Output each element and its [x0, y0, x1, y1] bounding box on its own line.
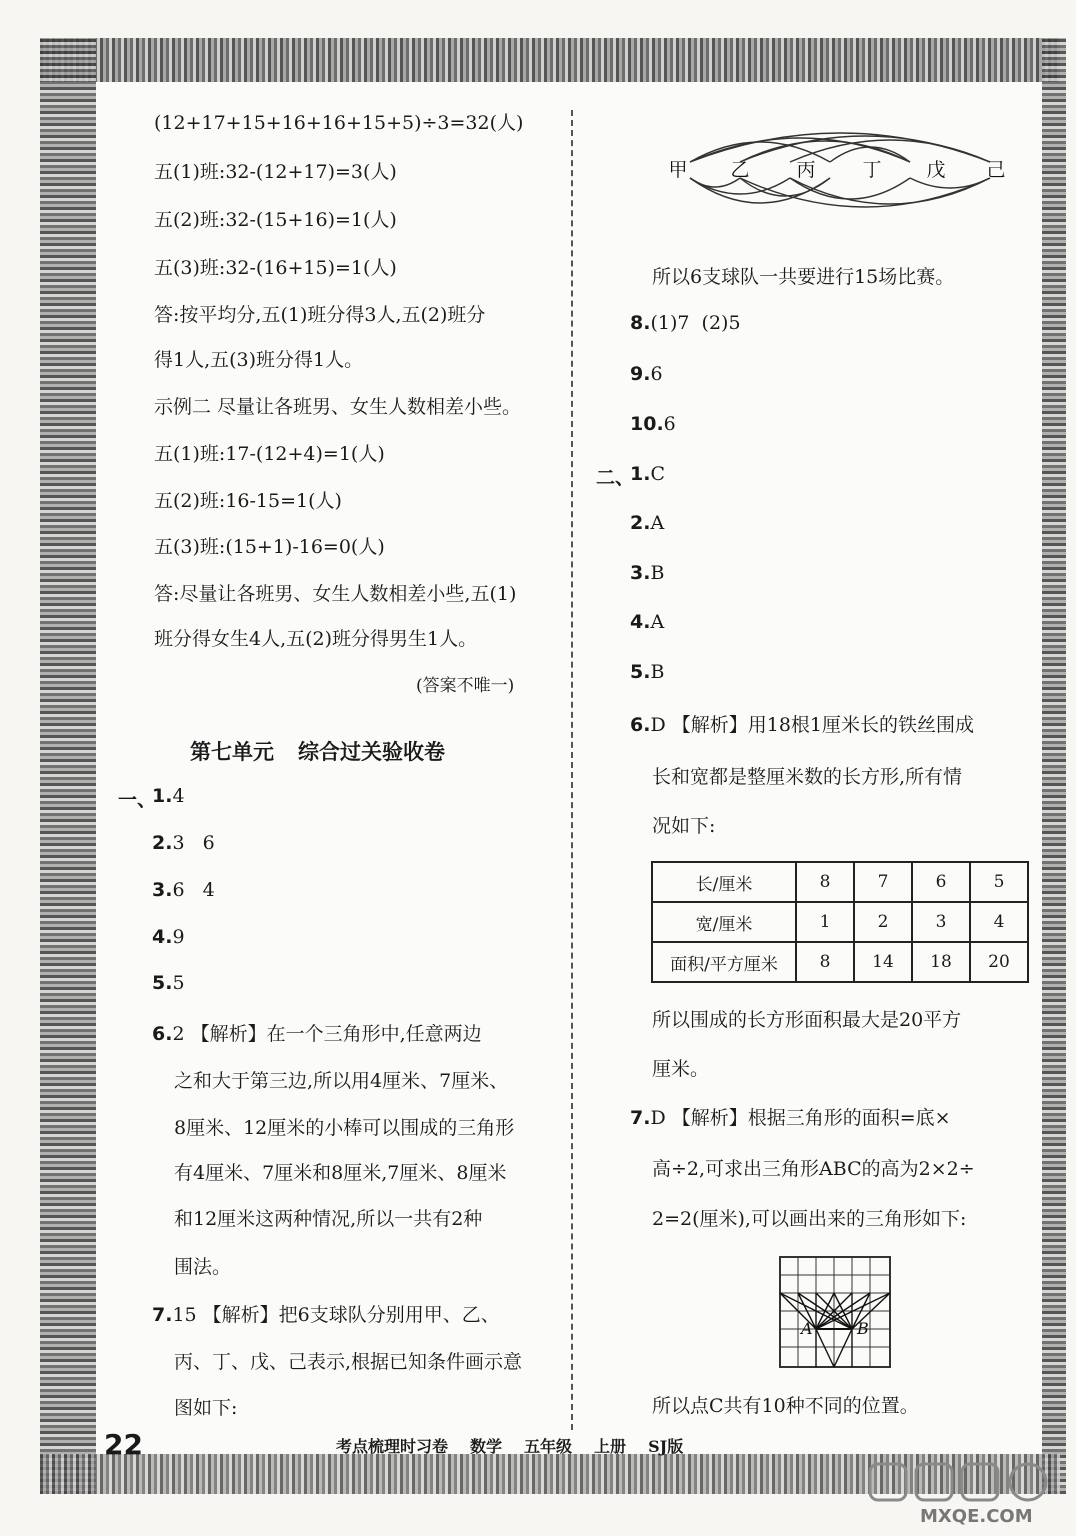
list-item — [630, 661, 664, 683]
table-cell: 7 — [854, 862, 912, 902]
team-label: 丁 — [862, 159, 882, 181]
text-line: 答:尽量让各班男、女生人数相差小些,五(1) — [154, 583, 517, 605]
table-cell: 20 — [970, 942, 1028, 982]
item-number: 3. — [630, 562, 651, 584]
text-line: 图如下: — [174, 1397, 238, 1419]
item-number: 4. — [152, 926, 173, 948]
text-line: 有4厘米、7厘米和8厘米,7厘米、8厘米 — [174, 1162, 507, 1184]
table-row — [652, 902, 1028, 942]
item-answer: A — [650, 512, 665, 534]
book-volume: 上册 — [594, 1437, 627, 1456]
team-label: 戊 — [926, 159, 946, 181]
row-header: 长/厘米 — [652, 862, 796, 902]
text-line: 五(1)班:17-(12+4)=1(人) — [154, 443, 385, 465]
text-line: (12+17+15+16+16+15+5)÷3=32(人) — [154, 112, 524, 134]
text-line: 得1人,五(3)班分得1人。 — [154, 349, 364, 371]
item-number: 8. — [630, 312, 651, 334]
list-item — [152, 879, 215, 901]
table-cell: 8 — [796, 862, 854, 902]
text-line: 五(2)班:16-15=1(人) — [154, 490, 342, 512]
section-unit: 第七单元 — [190, 740, 274, 764]
item-answer: 9 — [172, 926, 185, 948]
text-line: 示例二 尽量让各班男、女生人数相差小些。 — [154, 396, 522, 418]
text-line: 之和大于第三边,所以用4厘米、7厘米、 — [174, 1070, 509, 1092]
item-number: 10. — [630, 413, 664, 435]
list-item — [630, 512, 664, 534]
item-answer: 5 — [172, 972, 185, 994]
text-line: 答:按平均分,五(1)班分得3人,五(2)班分 — [154, 304, 486, 326]
item-number: 1. — [152, 785, 173, 807]
table-cell: 14 — [854, 942, 912, 982]
table-cell: 4 — [970, 902, 1028, 942]
row-header: 宽/厘米 — [652, 902, 796, 942]
list-item — [630, 1103, 951, 1130]
page-border-right — [1042, 38, 1066, 1494]
book-title: 考点梳理时习卷 — [336, 1437, 449, 1456]
text-line: 班分得女生4人,五(2)班分得男生1人。 — [154, 628, 478, 650]
list-item — [630, 312, 741, 334]
item-number: 5. — [630, 661, 651, 683]
list-item — [152, 926, 185, 948]
answer-note: (答案不唯一) — [416, 676, 515, 696]
item-answer: B — [650, 661, 665, 683]
text-line: 8厘米、12厘米的小棒可以围成的三角形 — [174, 1117, 515, 1139]
text-line: 所以6支球队一共要进行15场比赛。 — [652, 266, 955, 288]
item-number: 6. — [152, 1023, 173, 1045]
part-label: 一、 — [118, 789, 157, 811]
triangle-grid-figure — [779, 1256, 891, 1368]
item-answer: 15 【解析】把6支球队分别用甲、乙、 — [172, 1304, 500, 1326]
watermark-url: MXQE.COM — [920, 1506, 1033, 1527]
item-number: 3. — [152, 879, 173, 901]
text-line: 五(3)班:32-(16+15)=1(人) — [154, 257, 397, 279]
text-line: 五(2)班:32-(15+16)=1(人) — [154, 209, 397, 231]
item-number: 1. — [630, 463, 651, 485]
page-number: 22 — [104, 1428, 143, 1461]
page-border-left — [40, 38, 96, 1494]
list-item — [152, 972, 185, 994]
item-answer: 6 — [663, 413, 676, 435]
item-answer: C — [650, 463, 665, 485]
point-label-b: B — [857, 1319, 869, 1338]
item-answer: 3 6 — [172, 832, 215, 854]
item-number: 7. — [152, 1304, 173, 1326]
team-label: 甲 — [668, 159, 688, 181]
section-title — [190, 736, 445, 766]
item-answer: (1)7 (2)5 — [650, 312, 741, 334]
text-line: 五(1)班:32-(12+17)=3(人) — [154, 161, 397, 183]
list-item — [152, 785, 185, 807]
item-answer: 6 — [650, 363, 663, 385]
book-grade: 五年级 — [524, 1437, 573, 1456]
rectangle-table — [651, 861, 1029, 983]
point-label-a: A — [801, 1319, 813, 1338]
item-number: 9. — [630, 363, 651, 385]
list-item — [630, 710, 974, 737]
table-row — [652, 942, 1028, 982]
team-label: 丙 — [796, 159, 816, 181]
item-answer: 6 4 — [172, 879, 215, 901]
item-number: 2. — [152, 832, 173, 854]
item-number: 5. — [152, 972, 173, 994]
item-answer: 4 — [172, 785, 185, 807]
table-cell: 18 — [912, 942, 970, 982]
item-answer: D 【解析】根据三角形的面积=底× — [650, 1107, 951, 1129]
table-cell: 3 — [912, 902, 970, 942]
book-edition: SJ版 — [648, 1437, 684, 1456]
item-number: 6. — [630, 714, 651, 736]
text-line: 丙、丁、戊、己表示,根据已知条件画示意 — [174, 1351, 523, 1373]
page-border-top — [40, 38, 1060, 82]
list-item — [630, 611, 664, 633]
list-item — [630, 413, 676, 435]
section-name: 综合过关验收卷 — [298, 740, 445, 764]
column-divider — [571, 110, 573, 1430]
item-number: 7. — [630, 1107, 651, 1129]
table-cell: 8 — [796, 942, 854, 982]
item-answer: D 【解析】用18根1厘米长的铁丝围成 — [650, 714, 974, 736]
text-line: 五(3)班:(15+1)-16=0(人) — [154, 536, 385, 558]
watermark-logo — [860, 1456, 1060, 1532]
table-cell: 5 — [970, 862, 1028, 902]
list-item — [630, 463, 665, 485]
text-line: 围法。 — [174, 1256, 232, 1278]
list-item — [152, 832, 215, 854]
item-number: 4. — [630, 611, 651, 633]
list-item — [630, 562, 664, 584]
footer-book-info — [336, 1434, 705, 1457]
item-answer: A — [650, 611, 665, 633]
table-row — [652, 862, 1028, 902]
item-answer: 2 【解析】在一个三角形中,任意两边 — [172, 1023, 482, 1045]
text-line: 高÷2,可求出三角形ABC的高为2×2÷ — [652, 1158, 975, 1180]
text-line: 和12厘米这两种情况,所以一共有2种 — [174, 1208, 483, 1230]
text-line: 况如下: — [652, 815, 716, 837]
book-subject: 数学 — [470, 1437, 503, 1456]
watermark-icon — [860, 1456, 1060, 1508]
table-cell: 6 — [912, 862, 970, 902]
part-label: 二、 — [596, 467, 635, 489]
team-label: 己 — [986, 159, 1006, 181]
text-line: 所以点C共有10种不同的位置。 — [652, 1395, 919, 1417]
item-answer: B — [650, 562, 665, 584]
list-item — [152, 1300, 500, 1327]
item-number: 2. — [630, 512, 651, 534]
text-line: 厘米。 — [652, 1058, 710, 1080]
table-cell: 2 — [854, 902, 912, 942]
match-diagram — [660, 118, 1040, 228]
row-header: 面积/平方厘米 — [652, 942, 796, 982]
list-item — [152, 1019, 482, 1046]
text-line: 2=2(厘米),可以画出来的三角形如下: — [652, 1208, 967, 1230]
table-cell: 1 — [796, 902, 854, 942]
list-item — [630, 363, 663, 385]
team-label: 乙 — [730, 159, 750, 181]
text-line: 长和宽都是整厘米数的长方形,所有情 — [652, 766, 963, 788]
text-line: 所以围成的长方形面积最大是20平方 — [652, 1009, 962, 1031]
